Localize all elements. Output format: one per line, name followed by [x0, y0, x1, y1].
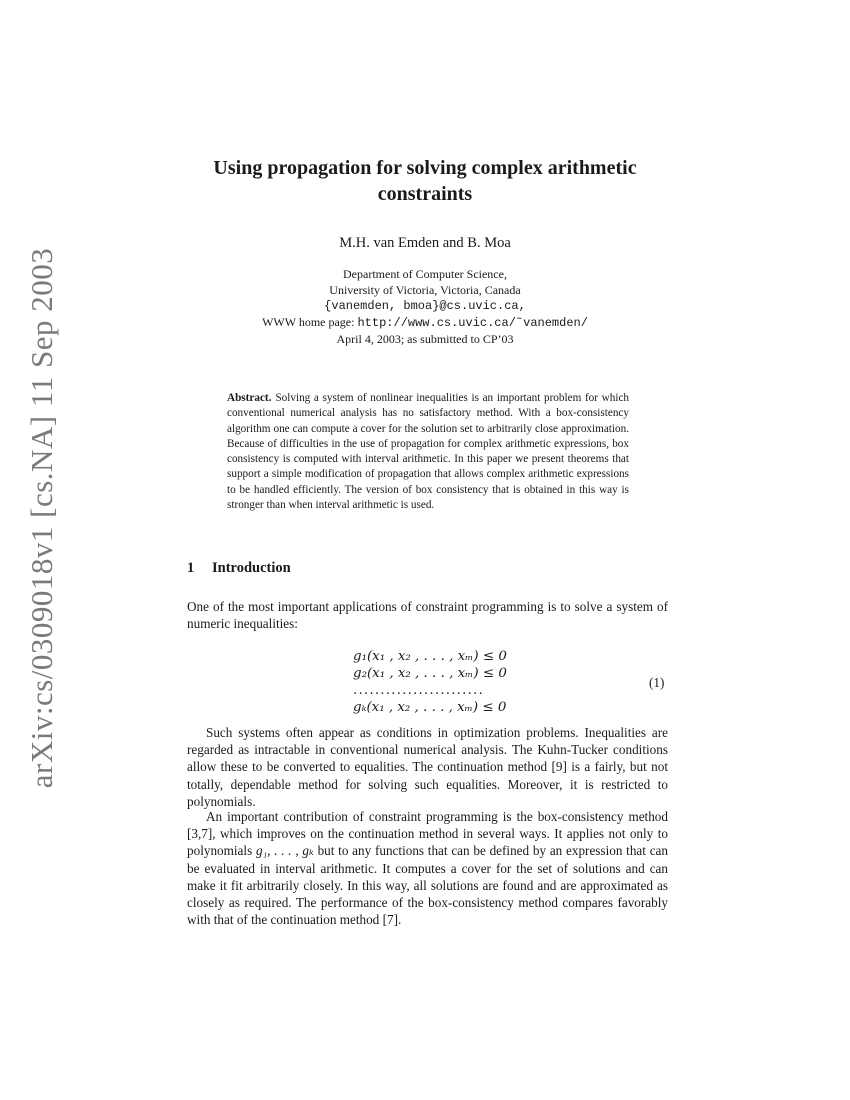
abstract-label: Abstract.	[227, 392, 272, 404]
equation-line-k: gₖ(x₁ , x₂ , . . . , xₘ) ≤ 0	[353, 700, 507, 715]
equation-line-2: g₂(x₁ , x₂ , . . . , xₘ) ≤ 0	[353, 666, 507, 681]
intro-paragraph-3-part-1: An important contribution of constraint programming is the box-consistency method [3,7], which improves on the continuation method in several ways. It applies not only to polynomials	[187, 809, 668, 859]
intro-paragraph-3-part-2: but to any functions that can be defined by an expression that can be evaluated in interval arithmetic. It computes a cover for the set of solutions and can make it fit arbitrarily closely. In this way, all solutions are found and are approximated as closely as required. The performance of the box-consistency method compares favorably with that of the continuation method [7].	[187, 843, 668, 928]
paper-title-line-1: Using propagation for solving complex arithmetic	[213, 157, 637, 179]
paper-title	[160, 155, 690, 207]
equation-line-1: g₁(x₁ , x₂ , . . . , xₘ) ≤ 0	[353, 649, 507, 664]
affiliation-block	[160, 266, 690, 347]
paper-title-line-2: constraints	[377, 183, 473, 205]
inequality-system-equation	[353, 648, 507, 716]
author-email: {vanemden, bmoa}@cs.uvic.ca,	[324, 299, 526, 313]
inline-math-g-list: g₁, . . . , gₖ	[255, 843, 314, 859]
abstract-text: Solving a system of nonlinear inequalities is an important problem for which conventional numerical analysis has no satisfactory method. With a box-consistency algorithm one can compute a cover for the solution set to arbitrarily close approximation. Because of difficulties in the use of propagation for complex arithmetic expressions, box consistency is computed with interval arithmetic. In this paper we present theorems that support a simple modification of propagation that allows complex arithmetic expressions to be handled efficiently. The version of box consistency that is obtained in this way is stronger than when interval arithmetic is used.	[227, 392, 629, 512]
section-number: 1	[187, 560, 195, 576]
equation-number: (1)	[649, 675, 665, 690]
arxiv-identifier-text: arXiv:cs/0309018v1 [cs.NA] 11 Sep 2003	[24, 247, 60, 789]
author-list: M.H. van Emden and B. Moa	[339, 235, 511, 251]
homepage-label: WWW home page:	[262, 315, 358, 329]
section-title: Introduction	[212, 560, 291, 576]
arxiv-identifier-stamp	[22, 247, 62, 789]
intro-paragraph-1: One of the most important applications of constraint programming is to solve a system of numeric inequalities:	[187, 599, 668, 632]
affiliation-university: University of Victoria, Victoria, Canada	[329, 283, 521, 297]
affiliation-department: Department of Computer Science,	[343, 267, 507, 281]
section-heading-introduction	[187, 560, 291, 577]
homepage-link[interactable]: http://www.cs.uvic.ca/˜vanemden/	[357, 316, 588, 330]
intro-paragraph-2: Such systems often appear as conditions in optimization problems. Inequalities are regarded as intractable in conventional numerical analysis. The Kuhn-Tucker conditions allow these to be converted to equalities. The continuation method [9] is a fairly, but not totally, dependable method for solving such equalities. Moreover, it is restricted to polynomials.	[187, 725, 668, 809]
submission-date: April 4, 2003; as submitted to CP’03	[336, 332, 514, 346]
homepage-line	[160, 314, 690, 331]
intro-paragraph-3	[187, 808, 668, 928]
abstract-block	[227, 391, 629, 513]
equation-ellipsis-row: ........................	[353, 683, 484, 698]
